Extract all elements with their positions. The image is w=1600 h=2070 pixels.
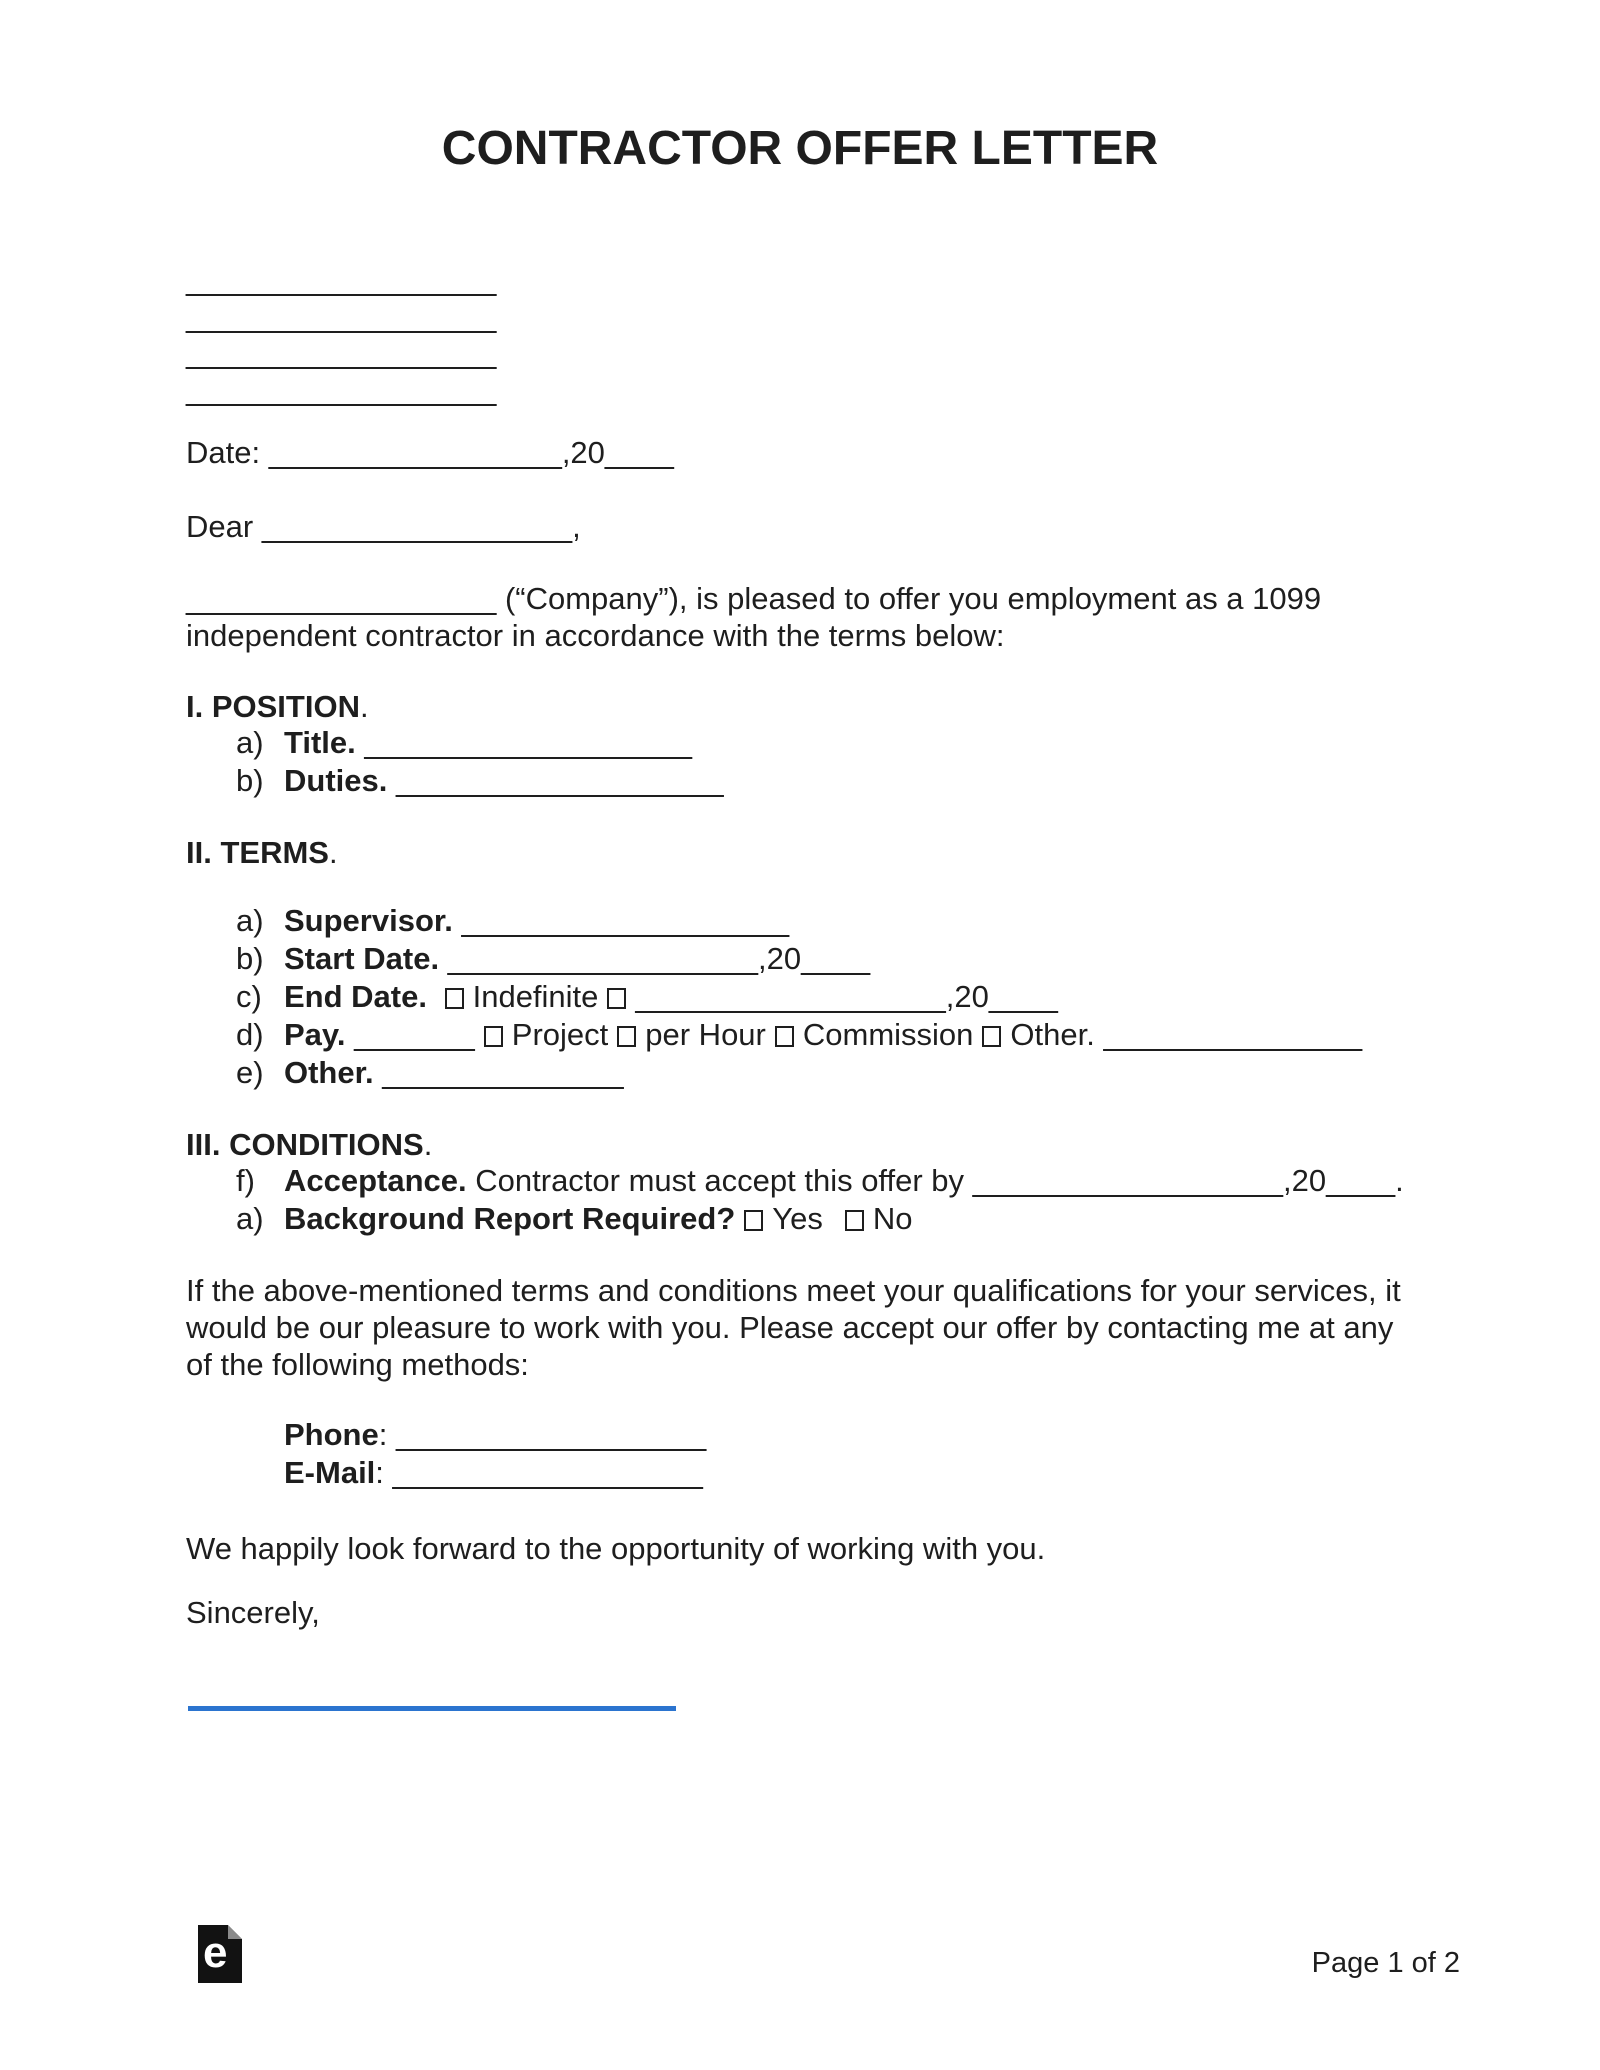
email-line <box>186 1454 1426 1492</box>
item-label: Start Date <box>284 941 431 976</box>
item-sep: . <box>458 1163 476 1198</box>
other-pay-option-label: Other. <box>1010 1017 1095 1052</box>
phone-blank[interactable]: __________________ <box>395 1417 707 1452</box>
list-marker: b) <box>236 763 264 798</box>
yes-checkbox-icon[interactable] <box>744 1210 763 1231</box>
list-item-other <box>186 1054 1426 1092</box>
list-item-duties <box>186 762 1426 800</box>
no-option-label: No <box>872 1201 913 1236</box>
logo-letter: e <box>203 1928 228 1977</box>
project-checkbox-icon[interactable] <box>484 1026 503 1047</box>
item-sep: . <box>418 979 436 1014</box>
section-heading-conditions <box>186 1126 1426 1163</box>
address-blank-line[interactable]: __________________ <box>186 262 497 297</box>
item-sep: . <box>430 941 448 976</box>
item-sep: . <box>444 903 462 938</box>
commission-option-label: Commission <box>802 1017 974 1052</box>
date-blank[interactable]: _________________ <box>268 435 562 470</box>
item-label: Supervisor <box>284 903 445 938</box>
project-option-label: Project <box>511 1017 609 1052</box>
title-blank[interactable]: ___________________ <box>364 725 692 760</box>
address-blank-line[interactable]: __________________ <box>186 335 497 370</box>
phone-label: Phone <box>284 1417 379 1452</box>
section-heading-terms <box>186 834 1426 871</box>
list-item-acceptance <box>186 1162 1426 1200</box>
supervisor-blank[interactable]: ___________________ <box>461 903 790 938</box>
heading-period: . <box>423 1127 433 1162</box>
list-marker: b) <box>236 941 264 976</box>
start-date-blank[interactable]: __________________ <box>447 941 759 976</box>
item-label: Other <box>284 1055 365 1090</box>
item-sep: . <box>378 763 396 798</box>
end-date-checkbox-icon[interactable] <box>607 988 626 1009</box>
date-year-prefix: ,20 <box>561 435 605 470</box>
list-marker: a) <box>236 1201 264 1236</box>
phone-line <box>186 1416 1426 1454</box>
item-sep: . <box>347 725 365 760</box>
page-title: CONTRACTOR OFFER LETTER <box>441 122 1159 175</box>
item-sep: . <box>336 1017 355 1052</box>
email-label: E-Mail <box>284 1455 376 1490</box>
eforms-logo-icon <box>198 1925 242 1983</box>
heading-period: . <box>359 689 369 724</box>
address-block <box>186 262 1426 408</box>
acceptance-year-blank[interactable]: ____ <box>1326 1163 1396 1198</box>
list-item-title <box>186 724 1426 762</box>
duties-blank[interactable]: ___________________ <box>395 763 724 798</box>
acceptance-text: Contractor must accept this offer by <box>475 1163 973 1198</box>
end-date-year-prefix: ,20 <box>945 979 989 1014</box>
list-item-background-report <box>186 1200 1426 1238</box>
list-marker: c) <box>236 979 262 1014</box>
per-hour-checkbox-icon[interactable] <box>617 1026 636 1047</box>
heading-text: III. CONDITIONS <box>186 1127 424 1162</box>
item-sep: . <box>364 1055 383 1090</box>
indefinite-option-label: Indefinite <box>472 979 599 1014</box>
commission-checkbox-icon[interactable] <box>775 1026 794 1047</box>
email-blank[interactable]: __________________ <box>392 1455 703 1490</box>
intro-text: (“Company”), is pleased to offer you employment as a 1099 independent contractor in accordance with the terms below: <box>186 581 1322 653</box>
terms-list <box>186 902 1426 1092</box>
list-marker: e) <box>236 1055 264 1090</box>
intro-paragraph <box>186 580 1426 654</box>
logo-fold-cut <box>228 1925 242 1939</box>
signature-line[interactable] <box>188 1706 676 1711</box>
farewell-line: We happily look forward to the opportunity of working with you. <box>186 1531 1046 1566</box>
end-date-year-blank[interactable]: ____ <box>988 979 1058 1014</box>
item-label: Title <box>284 725 348 760</box>
yes-option-label: Yes <box>772 1201 823 1236</box>
acceptance-blank[interactable]: __________________ <box>972 1163 1283 1198</box>
salutation-prefix: Dear <box>186 509 262 544</box>
salutation-comma: , <box>572 509 581 544</box>
no-checkbox-icon[interactable] <box>845 1210 864 1231</box>
heading-text: I. POSITION <box>186 689 360 724</box>
section-heading-position <box>186 688 1426 725</box>
list-marker: d) <box>236 1017 264 1052</box>
indefinite-checkbox-icon[interactable] <box>445 988 464 1009</box>
other-blank[interactable]: ______________ <box>382 1055 624 1090</box>
list-item-supervisor <box>186 902 1426 940</box>
pay-amount-blank[interactable]: _______ <box>354 1017 475 1052</box>
date-year-blank[interactable]: ____ <box>604 435 674 470</box>
item-label: Pay <box>284 1017 337 1052</box>
item-label: Acceptance <box>284 1163 459 1198</box>
end-date-blank[interactable]: __________________ <box>635 979 946 1014</box>
signoff-line: Sincerely, <box>186 1595 320 1630</box>
acceptance-year-prefix: ,20 <box>1282 1163 1327 1198</box>
list-marker: a) <box>236 903 264 938</box>
address-blank-line[interactable]: __________________ <box>186 298 497 334</box>
page-number: Page 1 of 2 <box>1311 1947 1460 1979</box>
list-item-start-date <box>186 940 1426 978</box>
salutation-line <box>186 508 1426 545</box>
contact-block <box>186 1416 1426 1492</box>
phone-sep: : <box>378 1417 396 1452</box>
conditions-list <box>186 1162 1426 1238</box>
email-sep: : <box>375 1455 393 1490</box>
company-blank[interactable]: __________________ <box>186 581 497 616</box>
acceptance-end-period: . <box>1395 1163 1404 1198</box>
address-blank-line[interactable]: __________________ <box>186 371 497 407</box>
heading-text: II. TERMS <box>186 835 329 870</box>
heading-period: . <box>328 835 338 870</box>
date-label: Date: <box>186 435 269 470</box>
other-pay-checkbox-icon[interactable] <box>982 1026 1001 1047</box>
list-marker: a) <box>236 725 264 760</box>
closing-paragraph: If the above-mentioned terms and conditions meet your qualifications for your services, it would be our pleasure to work with you. Please accept our offer by contacting me at any of the following methods: <box>186 1273 1401 1382</box>
item-label: Duties <box>284 763 379 798</box>
start-date-year-prefix: ,20 <box>758 941 802 976</box>
date-line <box>186 434 1426 471</box>
list-item-end-date <box>186 978 1426 1016</box>
list-item-pay <box>186 1016 1426 1054</box>
salutation-blank[interactable]: __________________ <box>261 509 573 544</box>
per-hour-option-label: per Hour <box>645 1017 766 1052</box>
other-pay-blank[interactable]: _______________ <box>1094 1017 1363 1052</box>
position-list <box>186 724 1426 800</box>
item-label: End Date <box>284 979 419 1014</box>
item-label: Background Report Required? <box>284 1201 736 1236</box>
start-date-year-blank[interactable]: ____ <box>801 941 871 976</box>
list-marker: f) <box>236 1163 255 1198</box>
